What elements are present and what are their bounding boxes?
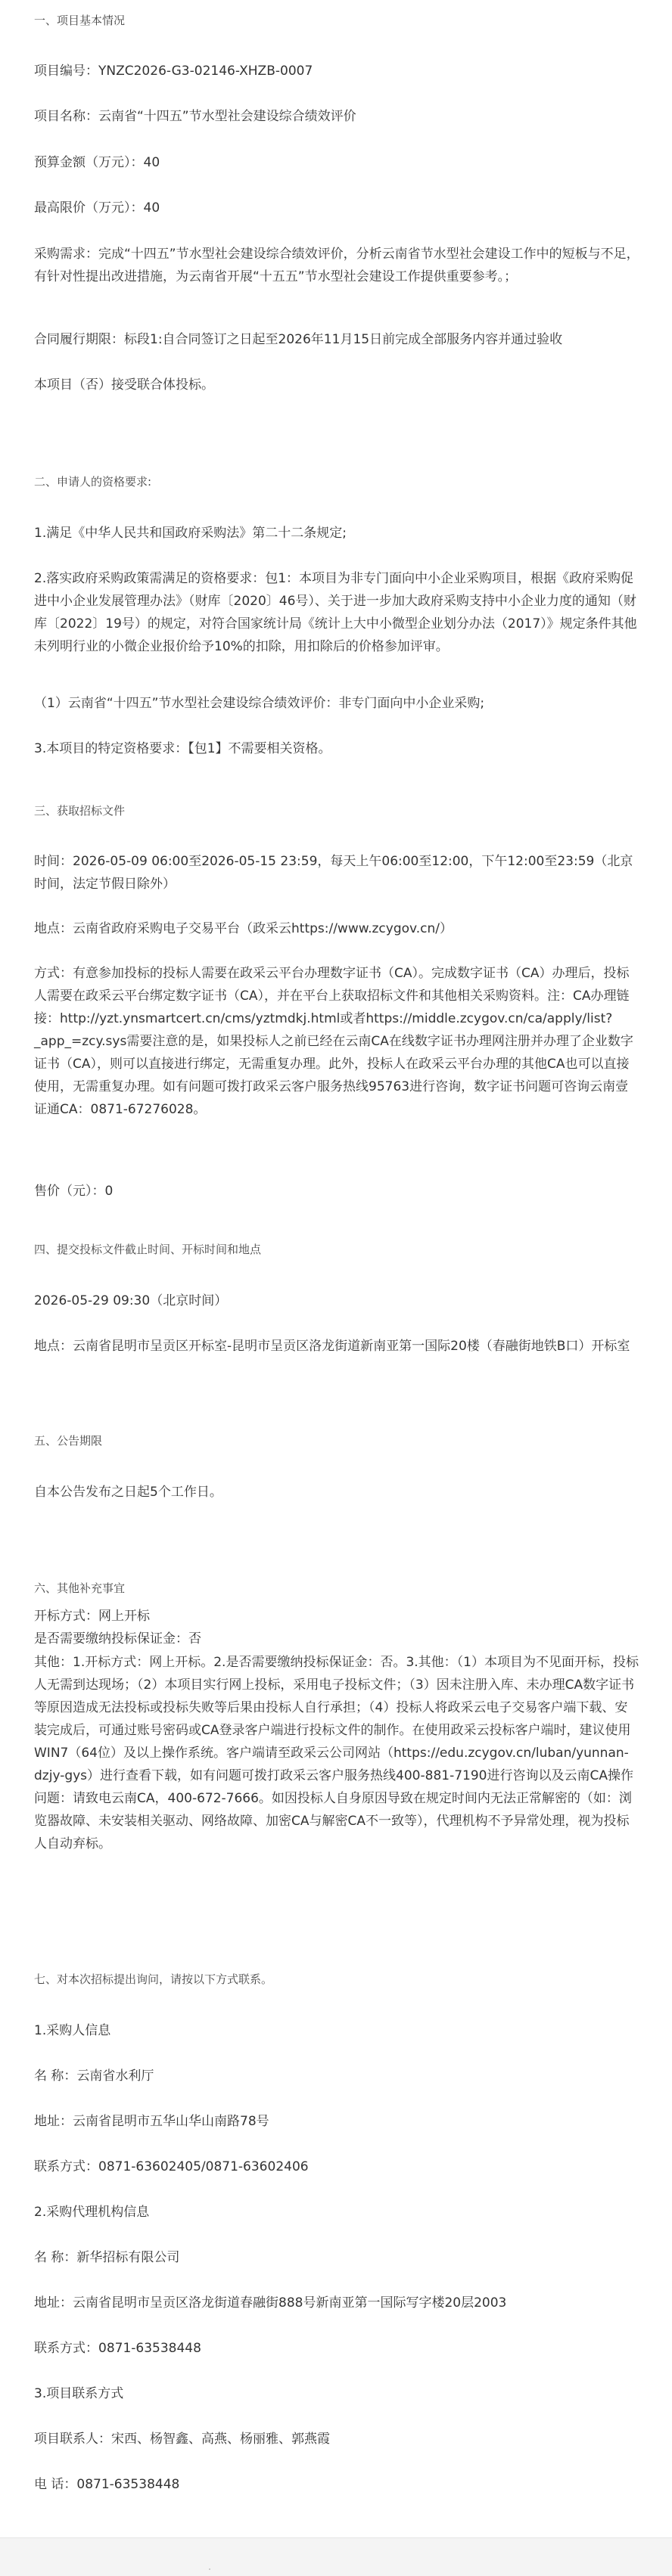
qualification-item-3: 3.本项目的特定资格要求：【包1】不需要相关资格。: [34, 741, 331, 756]
bid-location: 地点：云南省昆明市呈贡区开标室-昆明市呈贡区洛龙街道新南亚第一国际20楼（春融街地铁B口）开标室: [34, 1339, 630, 1354]
section-heading-qualification: 二、申请人的资格要求:: [34, 475, 152, 489]
deadline-datetime: 2026-05-29 09:30（北京时间）: [34, 1293, 228, 1308]
notice-period: 自本公告发布之日起5个工作日。: [34, 1485, 222, 1500]
agency-phone: 联系方式：0871-63538448: [34, 2341, 201, 2356]
section-heading-other-matters: 六、其他补充事宜: [34, 1581, 126, 1595]
qualification-item-2: 2.落实政府采购政策需满足的资格要求：包1：本项目为非专门面向中小企业采购项目，根据《政府采购促进中小企业发展管理办法》（财库〔2020〕46号）、关于进一步加大政府采购支持中小企业力度的通知（财库〔2022〕19号）的规定，对符合国家统计局《统计上大中小微型企业划分办法（2017）》规定条件其他未列明行业的小微企业报价给予10%的扣除，用扣除后的价格参加评审。: [34, 571, 637, 654]
project-number: 项目编号：YNZC2026-G3-02146-XHZB-0007: [34, 64, 313, 79]
other-notes: 其他：1.开标方式：网上开标。2.是否需要缴纳投标保证金：否。3.其他：（1）本项目为不见面开标，投标人无需到达现场；（2）本项目实行网上投标，采用电子投标文件；（3）因未注册入库、未办理CA数字证书等原因造成无法投标或投标失败等后果由投标人自行承担；（4）投标人将政采云电子交易客户端下载、安装完成后，可通过账号密码或CA登录客户端进行投标文件的制作。在使用政采云投标客户端时，建议使用WIN7（64位）及以上操作系统。客户端请至政采云公司网站（https://edu.zcygov.cn/luban/yunnan-dzjy-gys）进行查看下载，如有问题可拨打政采云客户服务热线400-881-7190进行咨询以及云南CA操作问题：请致电云南CA，400-672-7666。如因投标人自身原因导致在规定时间内无法正常解密的（如：浏览器故障、未安装相关驱动、网络故障、加密CA与解密CA不一致等），代理机构不予异常处理，视为投标人自动弃标。: [34, 1655, 639, 1851]
max-price: 最高限价（万元）：40: [34, 200, 160, 216]
consortium-note: 本项目（否）接受联合体投标。: [34, 377, 214, 393]
project-contact-title: 3.项目联系方式: [34, 2386, 124, 2401]
project-contact-person: 项目联系人：宋西、杨智鑫、高燕、杨丽雅、郭燕霞: [34, 2432, 330, 2447]
obtain-location: 地点：云南省政府采购电子交易平台（政采云https://www.zcygov.cn/）: [34, 921, 453, 936]
budget-amount: 预算金额（万元）：40: [34, 155, 160, 170]
agency-address: 地址：云南省昆明市呈贡区洛龙街道春融街888号新南亚第一国际写字楼20层2003: [34, 2295, 507, 2311]
section-heading-deadline: 四、提交投标文件截止时间、开标时间和地点: [34, 1243, 262, 1256]
qualification-item-2-sub: （1）云南省“十四五”节水型社会建设综合绩效评价：非专门面向中小企业采购;: [34, 696, 485, 711]
purchaser-address: 地址：云南省昆明市五华山华山南路78号: [34, 2114, 269, 2129]
footer-bar: [0, 2537, 672, 2576]
contract-period: 合同履行期限：标段1:自合同签订之日起至2026年11月15日前完成全部服务内容并通过验收: [34, 332, 563, 347]
procurement-requirement: 采购需求：完成“十四五”节水型社会建设综合绩效评价，分析云南省节水型社会建设工作中的短板与不足，有针对性提出改进措施，为云南省开展“十五五”节水型社会建设工作提供重要参考。；: [34, 247, 639, 284]
obtain-time: 时间：2026-05-09 06:00至2026-05-15 23:59，每天上午06:00至12:00，下午12:00至23:59（北京时间，法定节假日除外）: [34, 854, 633, 892]
project-name: 项目名称：云南省“十四五”节水型社会建设综合绩效评价: [34, 109, 356, 124]
section-heading-basic-info: 一、项目基本情况: [34, 14, 126, 27]
qualification-item-1: 1.满足《中华人民共和国政府采购法》第二十二条规定;: [34, 526, 347, 541]
project-contact-phone: 电 话：0871-63538448: [34, 2477, 180, 2492]
deposit-required: 是否需要缴纳投标保证金：否: [34, 1631, 201, 1646]
section-heading-obtain-documents: 三、获取招标文件: [34, 804, 126, 818]
section-heading-contact: 七、对本次招标提出询问，请按以下方式联系。: [34, 1972, 273, 1986]
obtain-method: 方式：有意参加投标的投标人需要在政采云平台办理数字证书（CA）。完成数字证书（CA）办理后，投标人需要在政采云平台绑定数字证书（CA），并在平台上获取招标文件和其他相关采购资料。注：CA办理链接：http://yzt.ynsmartcert.cn/cms/yztmdkj.html或者https://middle.zcygov.cn/ca/apply/list?_app_=zcy.sys需要注意的是，如果投标人之前已经在云南CA在线数字证书办理网注册并办理了企业数字证书（CA），则可以直接进行绑定，无需重复办理。此外，投标人在政采云平台办理的其他CA也可以直接使用，无需重复办理。如有问题可拨打政采云客户服务热线95763进行咨询，数字证书问题可咨询云南壹证通CA：0871-67276028。: [34, 966, 633, 1117]
footer-divider-mark: [209, 2568, 210, 2570]
section-heading-notice-period: 五、公告期限: [34, 1434, 103, 1448]
opening-method: 开标方式：网上开标: [34, 1609, 150, 1624]
purchaser-title: 1.采购人信息: [34, 2023, 111, 2038]
agency-title: 2.采购代理机构信息: [34, 2205, 150, 2220]
document-price: 售价（元）：0: [34, 1184, 114, 1199]
purchaser-name: 名 称：云南省水利厅: [34, 2069, 154, 2084]
purchaser-phone: 联系方式：0871-63602405/0871-63602406: [34, 2159, 309, 2174]
agency-name: 名 称：新华招标有限公司: [34, 2250, 180, 2265]
